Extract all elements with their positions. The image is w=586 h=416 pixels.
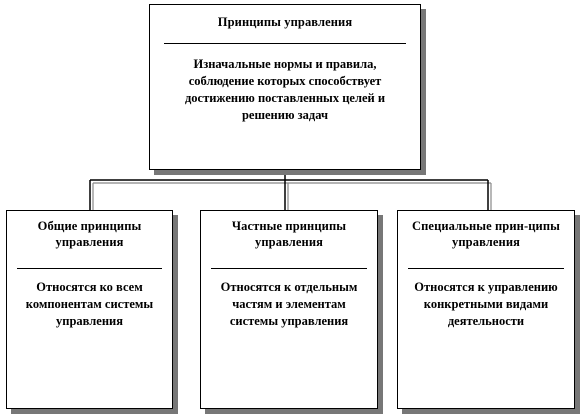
particular-principles-divider [211,268,367,269]
general-principles-box [6,210,173,409]
particular-principles-title: Частные принципы управления [231,219,347,249]
general-principles-divider [17,268,162,269]
particular-principles-description: Относятся к отдельным частям и элементам системы управления [220,280,358,328]
principles-divider [164,43,406,44]
special-principles-divider [408,268,564,269]
special-principles-description: Относятся к управлению конкретными видами деятельности [414,280,558,328]
special-principles-title: Специальные прин-ципы управления [412,219,560,249]
particular-principles-box [200,210,378,409]
general-principles-description: Относятся ко всем компонентам системы управления [25,280,154,328]
general-principles-title: Общие принципы управления [37,219,142,249]
principles-title: Принципы управления [217,15,353,29]
special-principles-box [397,210,575,409]
principles-description: Изначальные нормы и правила, соблюдение которых способствует достижению поставленных целей и решению задач [184,57,386,122]
principles-box [149,4,421,170]
